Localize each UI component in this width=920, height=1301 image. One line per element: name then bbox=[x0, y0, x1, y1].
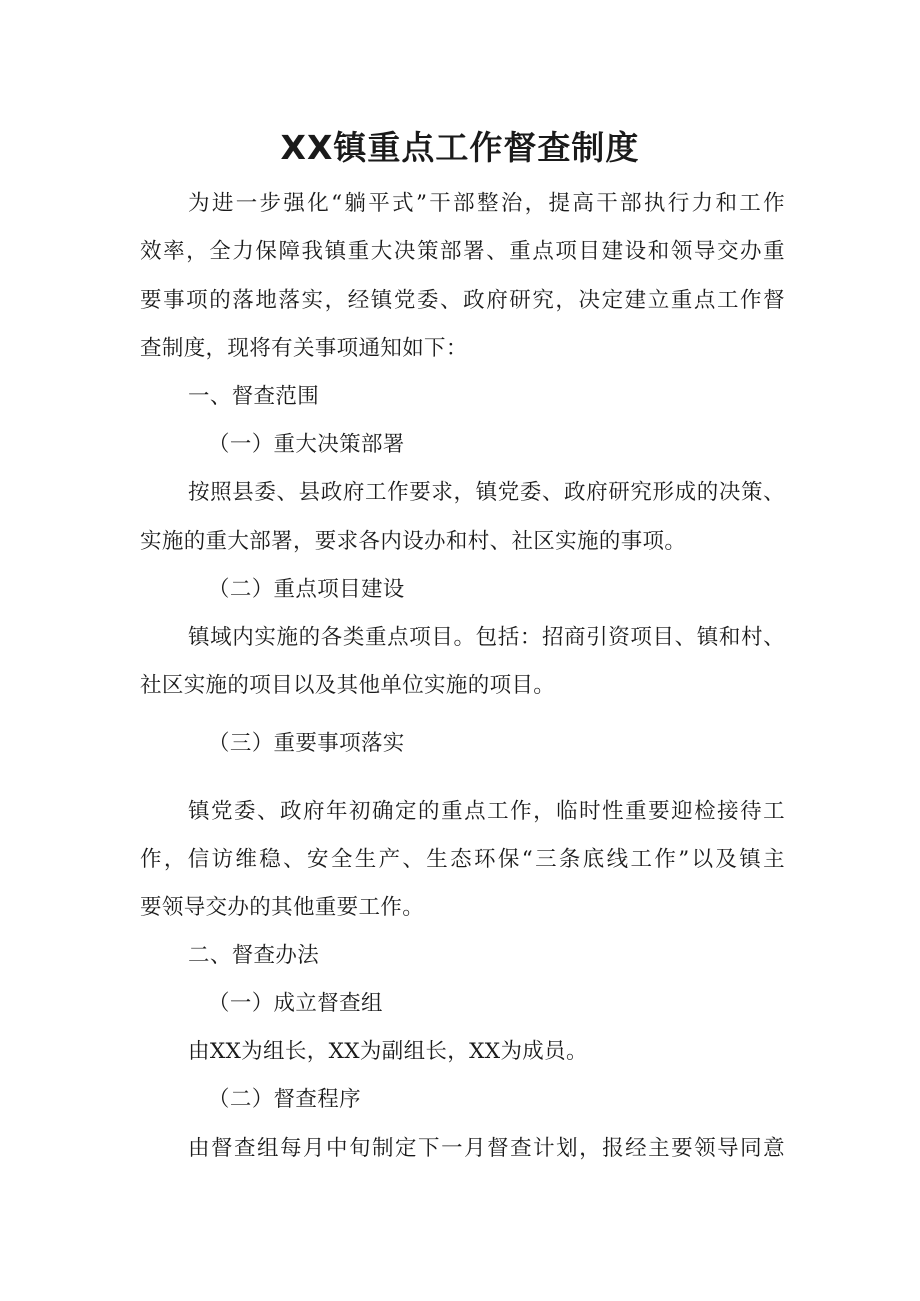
paragraph-line: 按照县委、县政府工作要求，镇党委、政府研究形成的决策、 bbox=[188, 480, 785, 505]
paragraph-line: 实施的重大部署，要求各内设办和村、社区实施的事项。 bbox=[140, 529, 687, 554]
intro-line-1: 为进一步强化“躺平式”干部整治，提高干部执行力和工作 bbox=[188, 191, 785, 216]
paragraph-line: 由督查组每月中旬制定下一月督查计划，报经主要领导同意 bbox=[188, 1136, 785, 1161]
subsection-heading-1-3: （三）重要事项落实 bbox=[208, 731, 405, 756]
paragraph-line: 由XX为组长，XX为副组长，XX为成员。 bbox=[188, 1039, 588, 1064]
intro-line-4: 查制度，现将有关事项通知如下： bbox=[140, 336, 468, 361]
section-heading-2: 二、督查办法 bbox=[188, 943, 320, 968]
paragraph-line: 要领导交办的其他重要工作。 bbox=[140, 895, 425, 920]
paragraph-line: 镇域内实施的各类重点项目。包括：招商引资项目、镇和村、 bbox=[188, 625, 785, 650]
intro-line-3: 要事项的落地落实，经镇党委、政府研究，决定建立重点工作督 bbox=[140, 288, 785, 313]
subsection-heading-1-1: （一）重大决策部署 bbox=[208, 432, 405, 457]
subsection-heading-2-1: （一）成立督查组 bbox=[208, 991, 383, 1016]
section-heading-1: 一、督查范围 bbox=[188, 384, 320, 409]
paragraph-line: 镇党委、政府年初确定的重点工作，临时性重要迎检接待工 bbox=[188, 799, 785, 824]
document-title: XX镇重点工作督查制度 bbox=[280, 128, 640, 167]
intro-line-2: 效率，全力保障我镇重大决策部署、重点项目建设和领导交办重 bbox=[140, 239, 785, 264]
subsection-heading-2-2: （二）督查程序 bbox=[208, 1087, 361, 1112]
paragraph-line: 作，信访维稳、安全生产、生态环保“三条底线工作”以及镇主 bbox=[140, 847, 785, 872]
paragraph-line: 社区实施的项目以及其他单位实施的项目。 bbox=[140, 673, 556, 698]
subsection-heading-1-2: （二）重点项目建设 bbox=[208, 577, 405, 602]
